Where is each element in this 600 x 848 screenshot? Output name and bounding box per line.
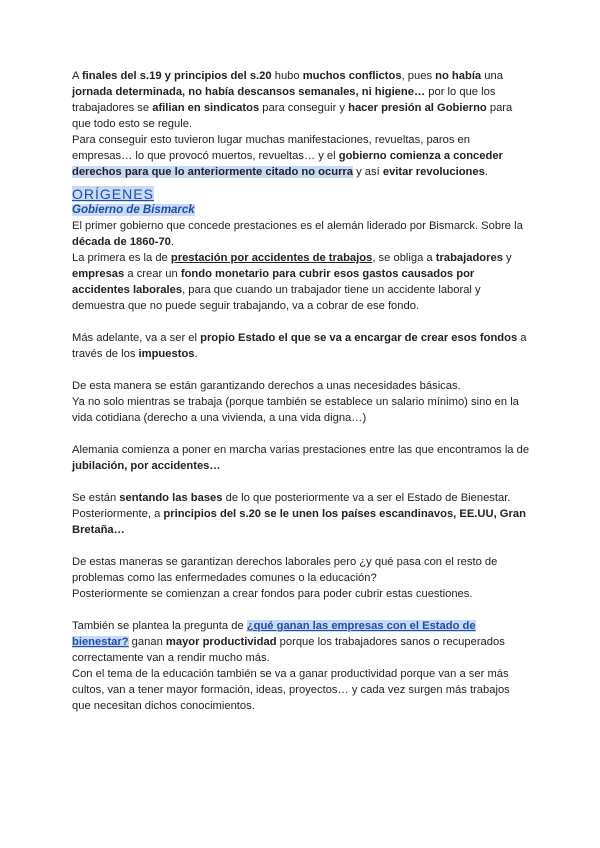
spacer xyxy=(72,426,530,442)
paragraph-germany xyxy=(72,442,530,474)
text: a crear un xyxy=(124,268,181,280)
text: . xyxy=(194,348,198,360)
bold-text: no había xyxy=(435,70,482,82)
spacer xyxy=(72,362,530,378)
text: Posteriormente, a xyxy=(72,508,164,520)
paragraph-companies xyxy=(72,618,530,666)
text: y así xyxy=(353,166,383,178)
text: , se obliga a xyxy=(372,252,436,264)
paragraph-funds: Posteriormente se comienzan a crear fondos para poder cubrir estas cuestiones. xyxy=(72,588,473,600)
bold-text: propio Estado el que se va a encargar de crear esos fondos xyxy=(200,332,518,344)
text: La primera es la de xyxy=(72,252,171,264)
bold-text: evitar revoluciones xyxy=(382,166,485,178)
text: y xyxy=(502,252,512,264)
bold-text: trabajadores xyxy=(435,252,503,264)
bold-text: gobierno comienza a conceder xyxy=(338,150,503,162)
question-link[interactable]: ¿qué ganan las empresas con el Estado de bienestar? xyxy=(72,620,476,648)
bold-text: muchos conflictos xyxy=(302,70,402,82)
text: El primer gobierno que concede prestaciones es el alemán liderado por Bismarck. Sobre la xyxy=(72,220,523,232)
document-page xyxy=(72,68,530,714)
section-heading xyxy=(72,186,530,203)
bold-text: década de 1860-70 xyxy=(72,236,171,248)
paragraph-other-countries xyxy=(72,506,530,538)
text: . xyxy=(170,236,174,248)
text: Para conseguir esto tuvieron lugar muchas manifestaciones, revueltas, paros en empresas… lo que provocó muertos, revueltas… y el xyxy=(72,134,470,162)
text: por lo que los trabajadores se xyxy=(72,86,496,114)
bold-text: mayor productividad xyxy=(165,636,277,648)
text: Se están xyxy=(72,492,120,504)
spacer xyxy=(72,602,530,618)
bold-text: finales del s.19 y principios del s.20 xyxy=(81,70,272,82)
bold-text: jornada determinada, no había descansos semanales, ni higiene… xyxy=(72,86,426,98)
text: ganan xyxy=(128,636,166,648)
subheading-text: Gobierno de Bismarck xyxy=(72,204,195,216)
bold-text: principios del s.20 se le unen los países escandinavos, EE.UU, Gran Bretaña… xyxy=(72,508,526,536)
text: una xyxy=(481,70,503,82)
paragraph-bismarck xyxy=(72,218,530,250)
spacer xyxy=(72,314,530,330)
text: para conseguir y xyxy=(259,102,349,114)
paragraph-basic-needs: De esta manera se están garantizando derechos a unas necesidades básicas. xyxy=(72,380,461,392)
paragraph-welfare-bases xyxy=(72,490,530,506)
intro-paragraph-1 xyxy=(72,68,530,132)
bold-text: jubilación, por accidentes… xyxy=(72,460,221,472)
paragraph-other-problems: De estas maneras se garantizan derechos laborales pero ¿y qué pasa con el resto de problemas como las enfermedades comunes o la educación? xyxy=(72,556,498,584)
bold-text: empresas xyxy=(72,268,125,280)
heading-text: ORÍGENES xyxy=(72,186,154,202)
paragraph-daily-life: Ya no solo mientras se trabaja (porque también se establece un salario mínimo) sino en la vida cotidiana (derecho a una vivienda, a una vida digna…) xyxy=(72,396,519,424)
text: . xyxy=(484,166,488,178)
text: Más adelante, va a ser el xyxy=(72,332,201,344)
highlighted-text: derechos para que lo anteriormente citado no ocurra xyxy=(72,166,353,178)
bold-text: hacer presión al Gobierno xyxy=(348,102,487,114)
text: hubo xyxy=(271,70,303,82)
text: a través de los xyxy=(72,332,527,360)
section-subheading xyxy=(72,203,530,218)
bold-text: fondo monetario para cubrir esos gastos causados por accidentes laborales xyxy=(72,268,475,296)
bold-text: sentando las bases xyxy=(119,492,223,504)
text: Alemania comienza a poner en marcha varias prestaciones entre las que encontramos la de xyxy=(72,444,530,456)
intro-paragraph-2 xyxy=(72,132,530,180)
text: porque los trabajadores sanos o recuperados correctamente van a rendir mucho más. xyxy=(72,636,505,664)
text: , pues xyxy=(401,70,436,82)
paragraph-state-funds xyxy=(72,330,530,362)
text: de lo que posteriormente va a ser el Estado de Bienestar. xyxy=(222,492,511,504)
spacer xyxy=(72,538,530,554)
text: , para que cuando un trabajador tiene un accidente laboral y demuestra que no puede seguir trabajando, va a cobrar de ese fondo. xyxy=(72,284,481,312)
spacer xyxy=(72,474,530,490)
paragraph-accidents xyxy=(72,250,530,314)
paragraph-education: Con el tema de la educación también se va a ganar productividad porque van a ser más cultos, van a tener mayor formación, ideas, proyectos… y cada vez surgen más trabajos que necesitan dichos conocimientos. xyxy=(72,668,510,712)
bold-text: afilian en sindicatos xyxy=(152,102,260,114)
text: A xyxy=(72,70,82,82)
text: para que todo esto se regule. xyxy=(72,102,513,130)
text: También se plantea la pregunta de xyxy=(72,620,247,632)
bold-text: impuestos xyxy=(138,348,195,360)
bold-underlined-text: prestación por accidentes de trabajos xyxy=(170,252,373,264)
